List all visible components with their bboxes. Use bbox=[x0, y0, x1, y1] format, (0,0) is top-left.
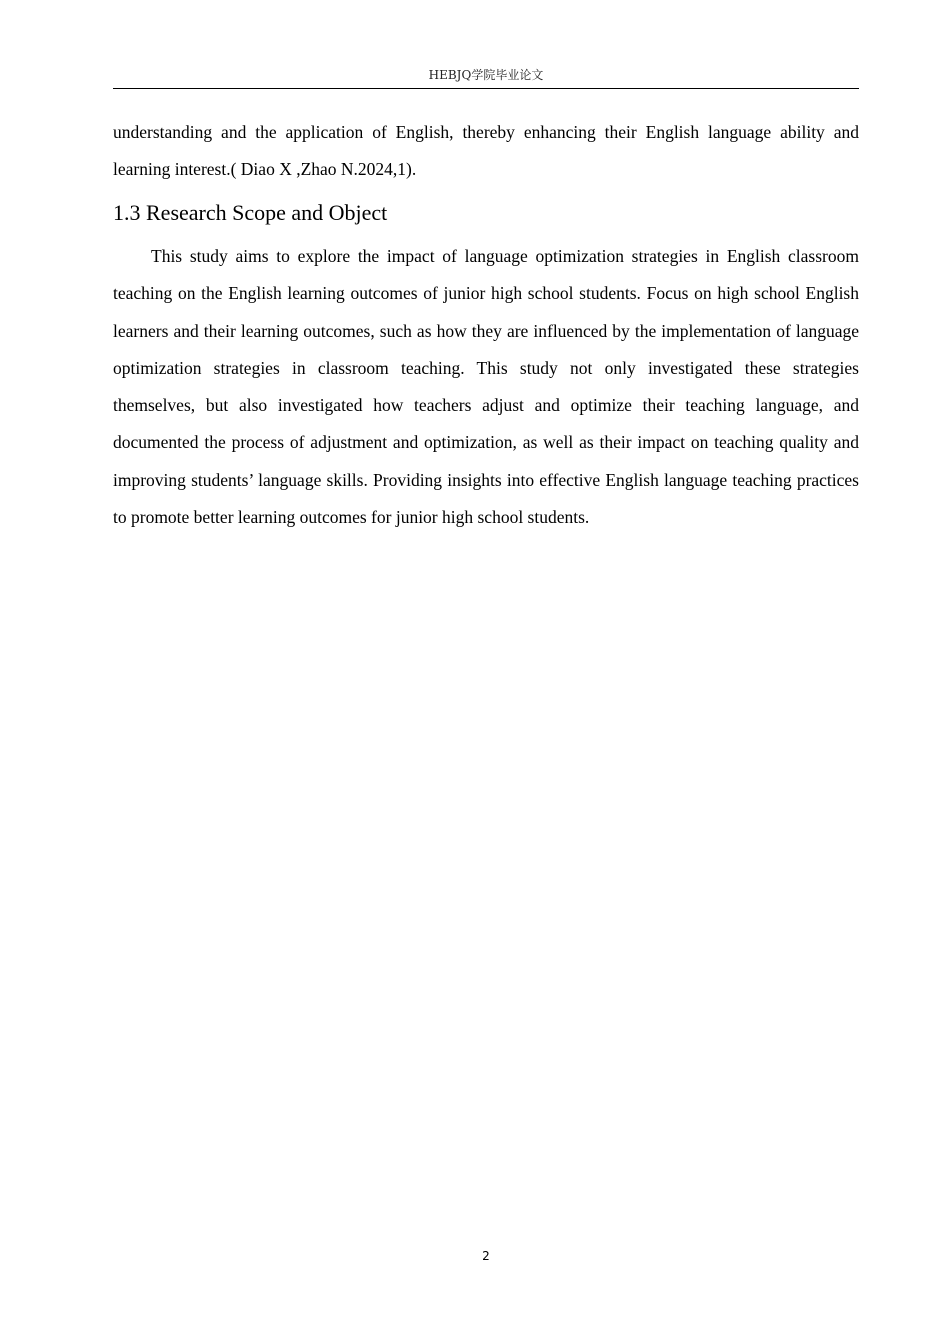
section-paragraph: This study aims to explore the impact of language optimization strategies in English classroom teaching on the English learning outcomes of junior high school students. Focus on high school English learners and their learning outcomes, such as how they are influenced by the implementation of language optimization strategies in classroom teaching. This study not only investigated these strategies themselves, but also investigated how teachers adjust and optimize their teaching language, and documented the process of adjustment and optimization, as well as their impact on teaching quality and improving students’ language skills. Providing insights into effective English language teaching practices to promote better learning outcomes for junior high school students. bbox=[113, 246, 859, 528]
page-number: 2 bbox=[482, 1249, 490, 1263]
running-header: HEBJQ学院毕业论文 bbox=[428, 68, 544, 82]
section-heading: 1.3 Research Scope and Object bbox=[113, 200, 388, 225]
continued-paragraph: understanding and the application of English, thereby enhancing their English language ability and learning interest.( Diao X ,Zhao N.2024,1). bbox=[113, 122, 859, 180]
header-divider bbox=[113, 88, 859, 89]
